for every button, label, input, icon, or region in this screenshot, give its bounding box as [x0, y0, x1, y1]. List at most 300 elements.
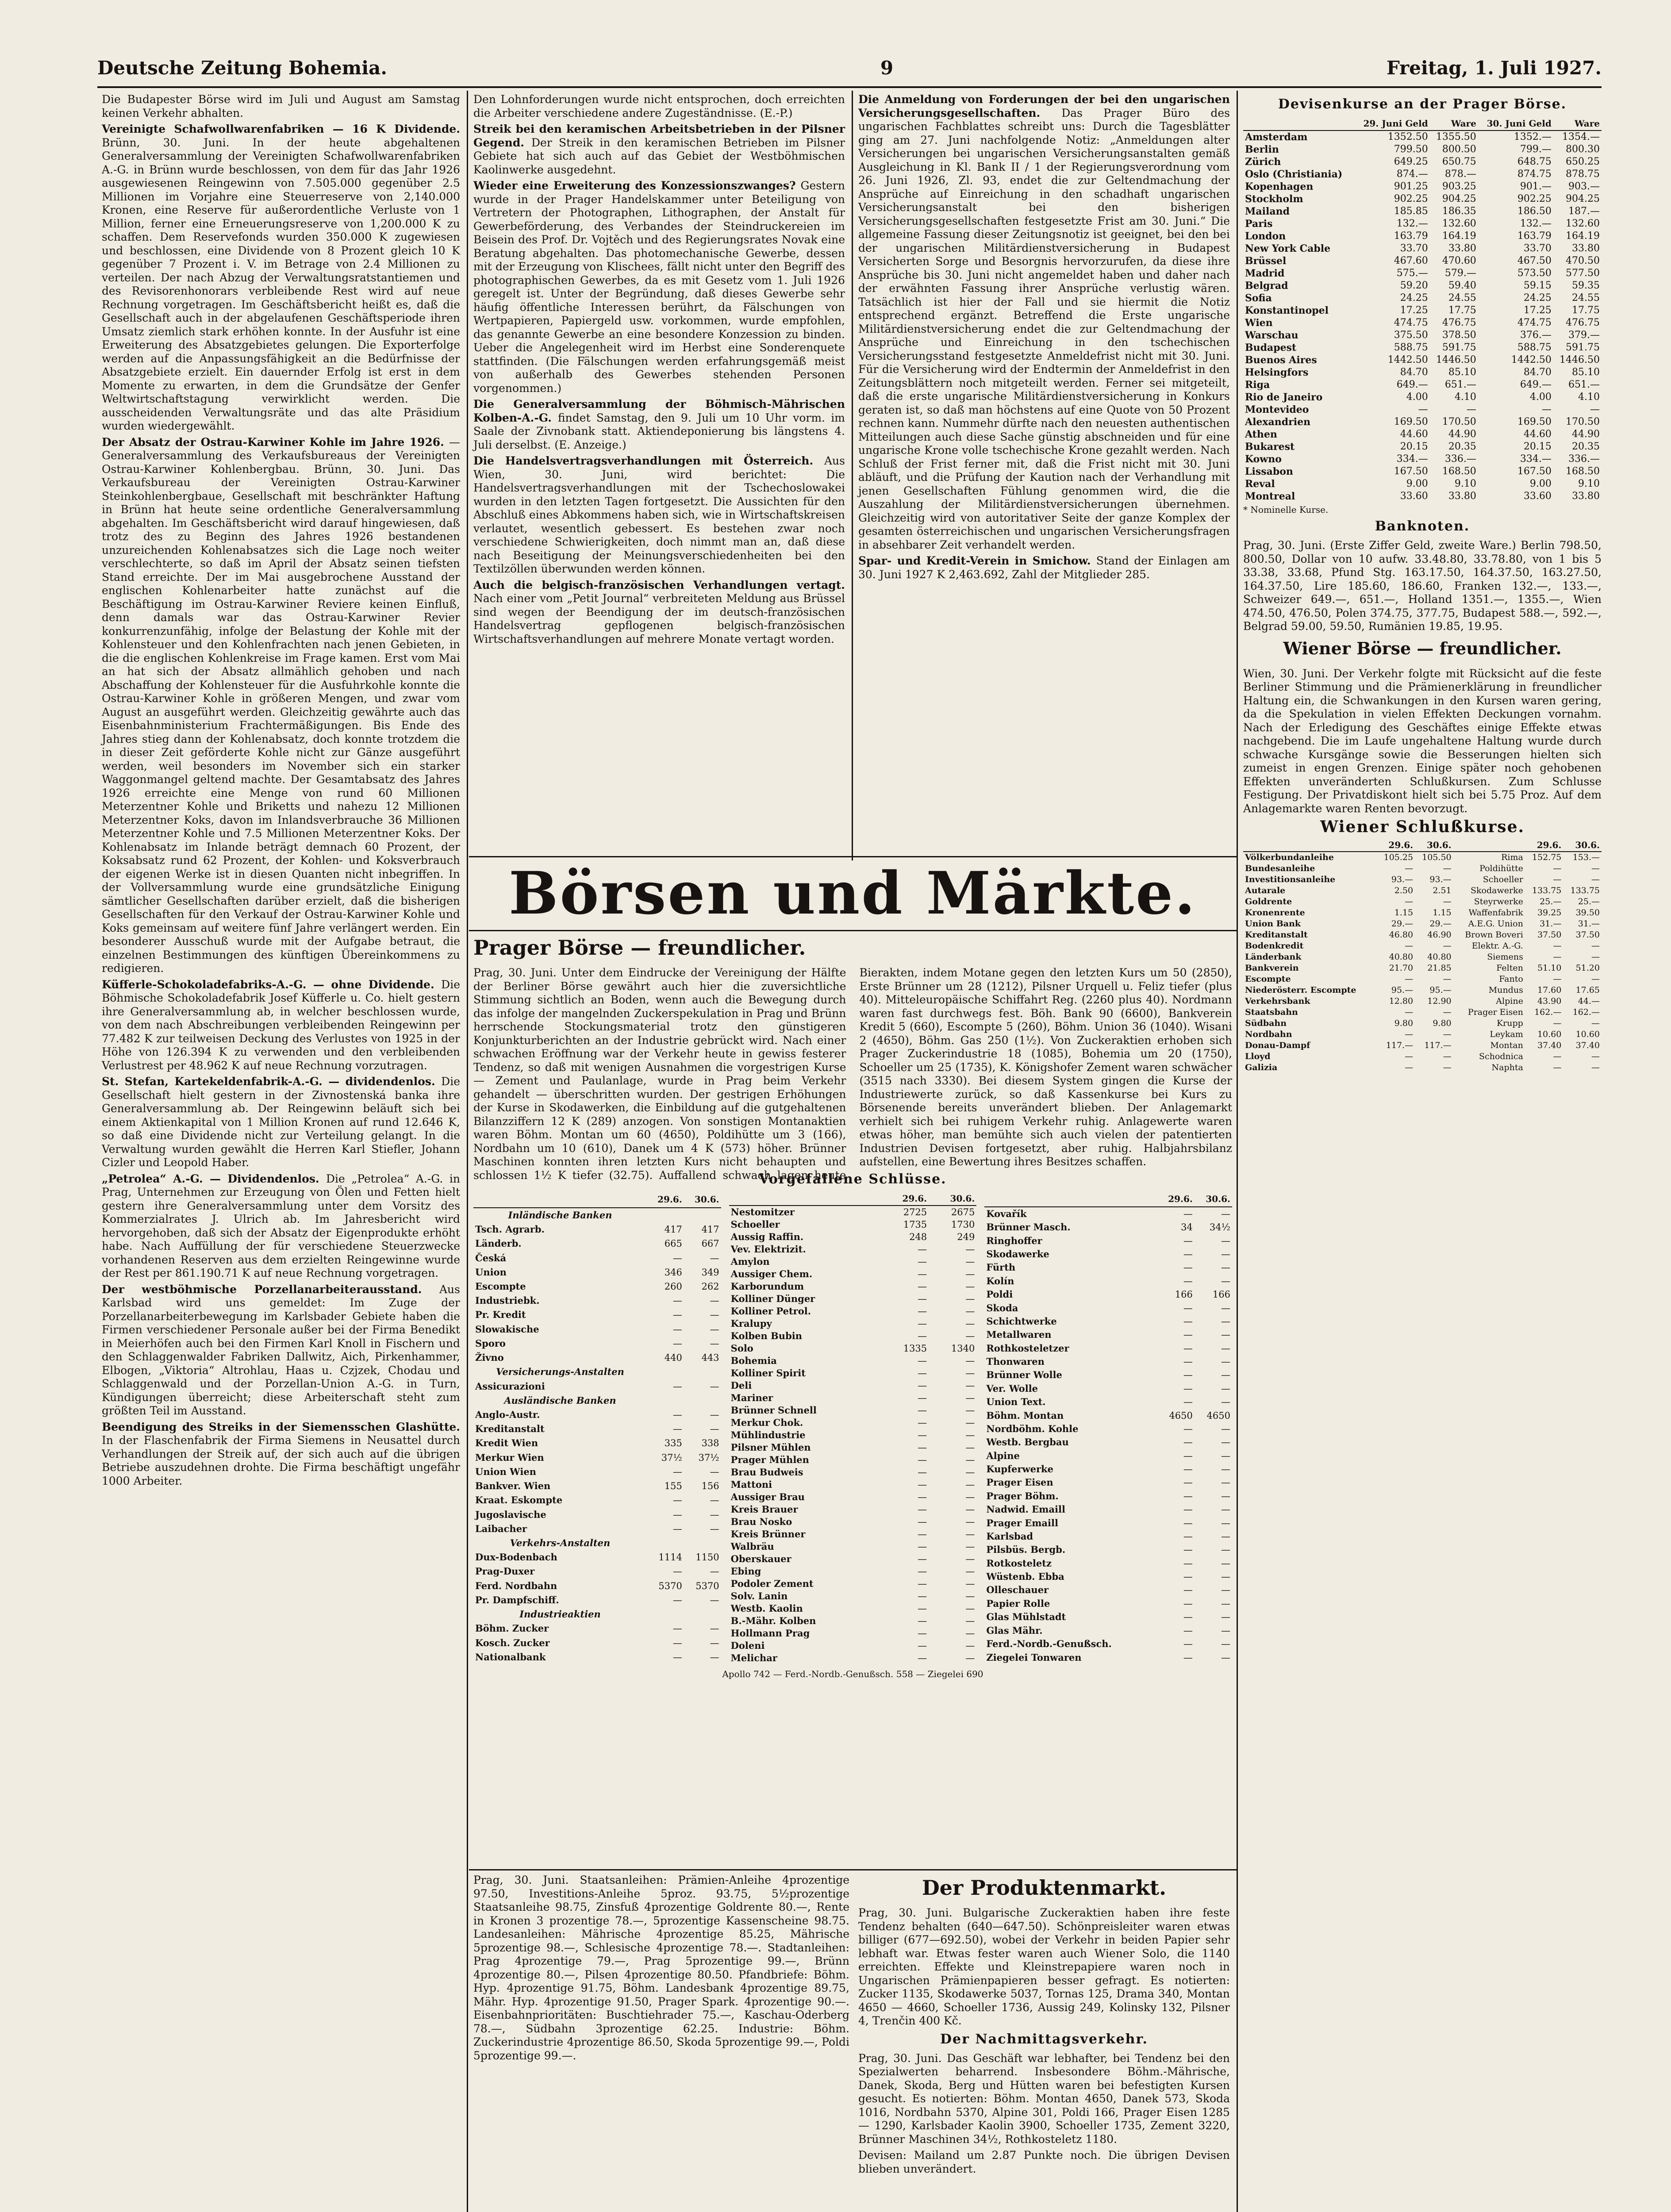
table-cell: 33.80 [1572, 243, 1600, 254]
table-cell: Südbahn [1245, 1018, 1287, 1028]
article-text: Die Budapester Börse wird im Juli und August am Samstag keinen Verkehr abhalten. [102, 93, 460, 119]
table-cell: Laibacher [475, 1523, 527, 1534]
table-cell: Prager Mühlen [730, 1454, 809, 1465]
article-paragraph [473, 93, 845, 120]
table-cell: Kralupy [730, 1318, 772, 1329]
table-cell: Donau-Dampf [1245, 1041, 1310, 1050]
transactions-row [473, 1593, 721, 1607]
table-cell: 37.50 [1575, 930, 1600, 940]
table-cell: 43.90 [1537, 996, 1562, 1006]
table-cell: Kosch. Zucker [475, 1637, 550, 1648]
table-cell: Industriebk. [475, 1295, 540, 1306]
table-cell: Solo [730, 1343, 753, 1354]
article-text: Aus Karlsbad wird uns gemeldet: Im Zuge der Porzellanarbeiterbewegung im Karlsbader Gebiete haben die Firmen verschiedener Personale außer bei der Firma Benedikt in Meierhöfen auch bei den Firmen Karl Knoll in Fischern und den Schlaggenwalder Fabriken Dallwitz, Aich, Pirkenhammer, Elbogen, „Viktoria“ Altrohlau, Haas u. Czjzek, Chodau und Schlaggenwald und der Porzellan-Union A.-G. in Turn, Kündigungen überreicht; diese Arbeiterschaft steht zum größten Teil im Ausstand. [102, 1283, 460, 1417]
table-cell [647, 1365, 684, 1379]
table-cell: Schoeller [730, 1219, 780, 1230]
column-header: 30.6. [1563, 839, 1602, 852]
column-1-articles [102, 93, 460, 1488]
column-header: 30.6. [929, 1192, 976, 1206]
vienna-row [1243, 885, 1602, 896]
vienna-row [1243, 907, 1602, 918]
table-cell: — [918, 1244, 927, 1255]
table-cell: 33.80 [1448, 491, 1476, 502]
table-cell: 34 [1181, 1222, 1193, 1233]
table-cell: Bankverein [1245, 963, 1299, 973]
table-cell: 1150 [695, 1552, 719, 1563]
table-cell: — [1553, 1018, 1562, 1028]
table-cell: 4.00 [1406, 392, 1428, 403]
table-cell: Anglo-Austr. [475, 1409, 540, 1420]
table-cell: 577.50 [1566, 268, 1600, 279]
table-cell: — [1183, 1262, 1193, 1273]
table-cell: Waffenfabrik [1468, 908, 1523, 918]
table-cell [647, 1208, 684, 1222]
column-header [1243, 839, 1377, 852]
table-cell: Solv. Lanin [730, 1590, 788, 1601]
article-text: Aus Wien, 30. Juni, wird berichtet: Die Handelsvertragsverhandlungen mit der Tschechoslowakei wurden in den letzten Tagen fortgesetzt. Die Aussichten für den Abschluß eines Abkommens haben sich, wie in Wirtschaftskreisen verlautet, wesentlich gebessert. Es bestehen zwar noch verschiedene Schwierigkeiten, doch nimmt man an, daß diese nach Beseitigung der Meinungsverschiedenheiten bei den Textilzöllen überwunden werden können. [473, 454, 845, 575]
table-cell: 44.60 [1523, 429, 1552, 440]
transactions-row [473, 1607, 721, 1621]
table-header-row [984, 1192, 1232, 1207]
table-cell: 903.— [1568, 181, 1600, 192]
table-cell: 133.75 [1532, 886, 1562, 895]
table-cell: — [1221, 1437, 1230, 1448]
table-cell: Niederösterr. Escompte [1245, 985, 1356, 995]
transactions-row [473, 1479, 721, 1493]
table-cell: — [965, 1492, 975, 1502]
table-cell: — [918, 1269, 927, 1279]
transactions-row [473, 1636, 721, 1650]
table-cell: — [1221, 1477, 1230, 1488]
transactions-row [984, 1583, 1232, 1597]
table-cell: 33.60 [1523, 491, 1552, 502]
table-cell: — [965, 1455, 975, 1465]
article-paragraph [473, 179, 845, 395]
section-rule [469, 930, 1237, 931]
article-text: Brünn, 30. Juni. In der heute abgehaltenen Generalversammlung der Vereinigten Schafwollwarenfabriken A.-G. in Brünn wurde beschlossen, von dem für das Jahr 1926 ausgewiesenen Reingewinn von 7.505.000 gegenüber 2.5 Millionen im Vorjahre eine Steuerreserve von 2,140.000 Kronen, eine Reserve für außerordentliche Verluste von 1 Million, ferner eine Erneuerungsreserve von 1,200.000 K zu schaffen. Dem Reservefonds wurden 350.000 K zugewiesen und beschlossen, eine Dividende von 8 Prozent gleich 10 K gegenüber 7 Prozent i. V. im Betrage von 2.4 Millionen zu verteilen. Der nach Abzug der Verwaltungsratstantiemen und des Revisorenhonorars verbleibende Rest wird auf neue Rechnung vorgetragen. Im Geschäftsbericht heißt es, daß die Gesellschaft auch in der abgelaufenen Geschäftsperiode ihren Umsatz ziemlich stark erhöhen konnte. In der Ausfuhr ist eine Erweiterung des Absatzgebietes gelungen. Die Exporterfolge werden auf die Anpassungsfähigkeit an die Bedürfnisse der Absatzgebiete erzielt. Ein dauernder Erfolg ist erst in dem Momente zu erwarten, in dem die Grundsätze der Genfer Weltwirtschaftstagung verwirklicht werden. Die ausscheidenden Verwaltungsräte und das alte Präsidium wurden wiedergewählt. [102, 136, 460, 432]
table-cell: Pr. Dampfschiff. [475, 1594, 559, 1605]
column-header: 29.6. [1525, 839, 1563, 852]
table-cell [647, 1394, 684, 1408]
table-cell: — [1183, 1450, 1193, 1461]
transactions-row [729, 1305, 977, 1317]
table-cell: — [1591, 952, 1600, 962]
fx-row [1243, 242, 1602, 255]
table-cell: — [1221, 1302, 1230, 1313]
table-cell: 650.25 [1566, 156, 1600, 167]
table-cell: — [1221, 1625, 1230, 1636]
table-cell: — [1183, 1370, 1193, 1381]
table-cell: Kreis Brauer [730, 1504, 798, 1515]
table-cell: Versicherungs-Anstalten [496, 1366, 624, 1378]
table-cell: Oslo (Christiania) [1245, 169, 1343, 180]
article-paragraph [858, 554, 1230, 581]
table-cell: — [1221, 1652, 1230, 1663]
table-cell: — [672, 1252, 682, 1263]
table-cell: 37½ [661, 1452, 682, 1463]
table-cell: Bukarest [1245, 441, 1295, 453]
article-heading: St. Stefan, Kartekeldenfabrik-A.-G. — dividendenlos. [102, 1075, 442, 1088]
table-cell: 649.— [1396, 379, 1428, 390]
table-cell: Poldi [986, 1289, 1013, 1300]
table-cell: Brau Budweis [730, 1467, 803, 1478]
transactions-row [729, 1404, 977, 1417]
table-cell: — [918, 1541, 927, 1552]
transactions-row [729, 1590, 977, 1602]
fx-footnote: * Nominelle Kurse. [1243, 504, 1329, 515]
table-cell: — [1221, 1249, 1230, 1260]
table-cell: — [1591, 1018, 1600, 1028]
table-cell: Kolliner Petrol. [730, 1306, 811, 1317]
column-header: 30.6. [1195, 1192, 1232, 1207]
table-cell: Karlsbad [986, 1530, 1033, 1542]
transactions-row [729, 1528, 977, 1540]
table-cell: 579.— [1444, 268, 1476, 279]
table-cell: Fanto [1499, 974, 1523, 984]
table-cell: — [1221, 1262, 1230, 1273]
table-cell: — [1183, 1490, 1193, 1502]
fx-row [1243, 329, 1602, 342]
table-cell: 17.25 [1523, 305, 1552, 316]
transactions-row [473, 1294, 721, 1308]
table-cell: — [1591, 864, 1600, 873]
table-cell: Ziegelei Tonwaren [986, 1651, 1082, 1663]
column-header: 29.6. [881, 1192, 929, 1206]
table-cell: Riga [1245, 379, 1270, 391]
table-cell: — [965, 1281, 975, 1292]
table-cell: Lloyd [1245, 1052, 1271, 1061]
table-cell: 33.80 [1572, 491, 1600, 502]
transactions-table [473, 1168, 1232, 1867]
article-paragraph [102, 1075, 460, 1170]
table-cell: Schodnica [1479, 1052, 1523, 1061]
article-heading: Der Absatz der Ostrau-Karwiner Kohle im Jahre 1926. [102, 435, 449, 449]
table-cell: — [672, 1310, 682, 1321]
table-cell: — [965, 1504, 975, 1515]
table-cell: — [1221, 1464, 1230, 1475]
table-cell: — [1183, 1275, 1193, 1286]
table-cell: 10.60 [1575, 1029, 1600, 1039]
table-cell: 152.75 [1532, 853, 1562, 862]
table-cell: — [965, 1244, 975, 1255]
fx-row [1243, 366, 1602, 379]
table-cell: — [710, 1424, 719, 1435]
table-cell: — [1221, 1235, 1230, 1246]
article-paragraph [102, 1172, 460, 1280]
table-cell: — [918, 1380, 927, 1391]
table-cell: — [965, 1566, 975, 1577]
table-cell: 93.— [1391, 875, 1414, 884]
article-text: Die Gesellschaft hielt gestern in der Zivnostenská banka ihre Generalversammlung ab. Der Reingewinn beläuft sich bei einem Aktienkapital von 1 Million Kronen auf rund 12.646 K, so daß eine Dividende nicht zur Verteilung gelangt. In die Verwaltung wurden gewählt die Herren Karl Stiefler, Johann Cizler und Leopold Haber. [102, 1075, 460, 1169]
table-cell: Olleschauer [986, 1584, 1049, 1596]
transactions-row [729, 1454, 977, 1466]
table-cell: Länderb. [475, 1238, 522, 1249]
transactions-row [984, 1610, 1232, 1624]
table-cell: — [1221, 1208, 1230, 1219]
table-header-row [729, 1192, 977, 1206]
table-cell: Ferd. Nordbahn [475, 1580, 557, 1591]
table-cell: 186.35 [1442, 206, 1476, 217]
table-cell: — [1443, 974, 1452, 984]
table-cell: 346 [664, 1267, 682, 1278]
produce-report [858, 1874, 1230, 2212]
table-cell: 901.— [1520, 181, 1552, 192]
table-cell: — [1221, 1531, 1230, 1542]
vienna-row [1243, 963, 1602, 974]
fx-row [1243, 490, 1602, 503]
table-cell: 4.10 [1454, 392, 1476, 403]
fx-row [1243, 292, 1602, 304]
table-cell: 591.75 [1442, 342, 1476, 353]
fx-row [1243, 416, 1602, 428]
table-cell: Bohemia [730, 1355, 777, 1366]
table-cell: Staatsbahn [1245, 1007, 1298, 1017]
table-cell: 46.80 [1389, 930, 1414, 940]
table-cell: — [918, 1306, 927, 1317]
table-cell: Montreal [1245, 491, 1295, 502]
table-cell: 476.75 [1566, 317, 1600, 328]
transactions-row [729, 1540, 977, 1553]
fx-rates-table [1243, 117, 1602, 503]
table-cell: Montan [1490, 1041, 1523, 1050]
table-cell: 417 [664, 1224, 682, 1235]
table-cell: — [710, 1381, 719, 1392]
table-cell: — [1443, 1029, 1452, 1039]
table-cell: — [1591, 941, 1600, 951]
table-cell: 904.25 [1566, 193, 1600, 204]
article-paragraph [102, 1421, 460, 1488]
table-cell: Felten [1496, 963, 1523, 973]
table-cell: 117.— [1386, 1041, 1414, 1050]
table-cell: 17.75 [1572, 305, 1600, 316]
table-cell: 34½ [1209, 1222, 1230, 1233]
table-cell: — [1405, 1063, 1414, 1072]
table-cell: Ausländische Banken [504, 1394, 616, 1406]
transactions-row [984, 1637, 1232, 1651]
table-cell: — [1183, 1383, 1193, 1394]
table-cell: — [710, 1295, 719, 1306]
table-cell: Alexandrien [1245, 416, 1311, 428]
table-cell: — [918, 1628, 927, 1639]
table-cell: — [672, 1424, 682, 1435]
table-cell: Madrid [1245, 268, 1285, 279]
table-cell: Autarale [1245, 886, 1286, 895]
table-cell: Böhm. Montan [986, 1409, 1064, 1421]
table-cell: 878.— [1444, 169, 1476, 180]
transactions-row [473, 1379, 721, 1393]
table-cell: Nordböhm. Kohle [986, 1423, 1079, 1434]
table-cell: 153.— [1572, 853, 1600, 862]
vienna-row [1243, 874, 1602, 885]
table-cell: 37½ [698, 1452, 719, 1463]
table-cell: 338 [701, 1438, 719, 1449]
table-cell: 902.25 [1517, 193, 1552, 204]
table-cell: Ringhoffer [986, 1235, 1042, 1246]
article-text: In der Flaschenfabrik der Firma Siemens in Neusattel durch Verhandlungen der Streik auf, der sich auch auf die übrigen Betriebe auszudehnen drohte. Die Firma beschäftigt ungefähr 1000 Arbeiter. [102, 1434, 460, 1487]
table-cell: 467.50 [1517, 255, 1552, 266]
table-cell: — [965, 1356, 975, 1366]
table-cell: 440 [664, 1352, 682, 1363]
table-cell: Doleni [730, 1640, 765, 1651]
table-cell: Melichar [730, 1652, 777, 1663]
table-cell: Metallwaren [986, 1329, 1052, 1340]
column-header: 30.6. [1415, 839, 1453, 852]
table-cell: — [1405, 1052, 1414, 1061]
vienna-row [1243, 918, 1602, 929]
table-cell: — [672, 1523, 682, 1534]
vienna-row [1243, 1029, 1602, 1040]
table-cell: — [1221, 1275, 1230, 1286]
table-cell: — [1553, 974, 1562, 984]
table-cell: Amsterdam [1245, 131, 1308, 143]
table-cell: Prager Böhm. [986, 1490, 1059, 1502]
transactions-row [984, 1490, 1232, 1503]
table-cell: 1446.50 [1560, 354, 1600, 365]
table-cell [647, 1607, 684, 1621]
table-cell: — [1466, 404, 1476, 415]
table-cell: Kreis Brünner [730, 1528, 806, 1540]
transactions-row [729, 1330, 977, 1342]
table-cell: 33.80 [1448, 243, 1476, 254]
transactions-row [473, 1422, 721, 1436]
prague-exchange-text: Prag, 30. Juni. Unter dem Eindrucke der Vereinigung der Hälfte der Berliner Börse gewährt auch hier die zuversichtliche Stimmung sichtlich an Boden, wenn auch die Bewegung durch das infolge der mangelnden Zuckerspekulation in Prag und Brünn herrschende Stockungsmaterial trotz den günstigeren Konjunkturberichten an der Industrie gebrückt wird. Nach einer schwachen Eröffnung war der Verkehr heute in gewiss festerer Tendenz, so daß mit wenigen Ausnahmen die vorgestrigen Kurse — Zement und Paulanlage, wurde in Prag beim Verkehr gehandelt — überschritten wurden. Der gestrigen Erhöhungen der Kurse in Skodawerken, die Einbildung auf die gutgehaltenen Bilanzziffern 12 K (289) anzogen. Von sonstigen Montanaktien waren Böhm. Montan um 60 (4650), Poldihütte um 3 (166), Nordbahn um 10 (610), Danek um 4 K (573) höher. Brünner Maschinen konnten ihren letzten Kurs nicht behaupten und schlossen 1½ K tiefer (32.75). Auffallend schwach lagen heute Bierakten, indem Motane gegen den letzten Kurs um 50 (2850), Erste Brünner um 28 (1212), Pilsner Urquell u. Feliz tiefer (plus 40). Mitteleuropäische Schiffahrt Reg. (2260 plus 40). Nordmann waren fast durchwegs fest. Böh. Bank 90 (6600), Bankverein Kredit 5 (660), Escompte 5 (260), Böhm. Union 36 (1040). Wisani 2 (4650), Böhm. Gas 250 (1½). Von Zuckeraktien erhoben sich Prager Zuckerindustrie 18 (1085), Bohemia um 20 (1750), Schoeller um 25 (1735), K. Königshofer Zement waren schwächer (3515 nach 3330). Bei diesem System gingen die Kurse der Industriewerte zurück, so daß Kassenkurse bei Kurs zu Börsenende bereits unverändert blieben. Der Anlagemarkt verhielt sich bei ruhigem Verkehr ruhig. Anlagewerte waren etwas höher, man bemühte sich auch vielen der patentierten Industrien Devisen fortgesetzt, aber ruhig. Halbjahrsbilanz aufstellen, eine Bewertung ihres Besitzes schaffen. [473, 966, 1232, 1182]
table-cell: — [672, 1381, 682, 1392]
fx-row [1243, 354, 1602, 366]
table-cell: 903.25 [1442, 181, 1476, 192]
table-cell: — [710, 1409, 719, 1420]
transactions-row [984, 1597, 1232, 1610]
afternoon-text: Prag, 30. Juni. Das Geschäft war lebhafter, bei Tendenz bei den Spezialwerten beharrend. Insbesondere Böhm.-Mährische, Danek, Skoda, Berg und Hütten waren bei befestigten Kursen gesucht. Es notierten: Böhm. Montan 4650, Danek 573, Skoda 1016, Nordbahn 5370, Alpine 301, Poldi 166, Prager Eisen 1285 — 1290, Karlsbader Kaolin 3900, Schoeller 1735, Zement 3220, Brünner Maschinen 34½, Rothkosteletz 1180. [858, 2051, 1230, 2146]
table-cell: Berlin [1245, 144, 1279, 155]
vienna-row [1243, 1051, 1602, 1062]
table-cell: 17.25 [1400, 305, 1428, 316]
table-cell: Union Bank [1245, 919, 1301, 929]
table-cell: 1352.— [1514, 131, 1552, 142]
table-cell: Kronenrente [1245, 908, 1305, 918]
transactions-row [984, 1382, 1232, 1395]
table-cell: 169.50 [1517, 416, 1552, 427]
table-cell: 470.50 [1566, 255, 1600, 266]
transactions-row [473, 1579, 721, 1593]
table-cell: Pilsbüs. Bergb. [986, 1544, 1066, 1555]
table-cell: Nordbahn [1245, 1029, 1292, 1039]
table-cell: — [672, 1466, 682, 1477]
table-cell: Mariner [730, 1392, 773, 1403]
article-text: findet Samstag, den 9. Juli um 10 Uhr vorm. im Saale der Zivnobank statt. Aktiendeponierung bis längstens 4. Juli derselbst. (E. Anzeige.) [473, 411, 845, 451]
transactions-row [984, 1301, 1232, 1314]
table-header-row [1243, 117, 1602, 131]
article-heading: Die Generalversammlung der Böhmisch-Mährischen Kolben-A.-G. [473, 398, 845, 424]
page-header [97, 52, 1602, 83]
table-cell: 31.— [1540, 919, 1562, 929]
transactions-row [984, 1570, 1232, 1583]
table-cell: Skodawerke [1471, 886, 1523, 895]
table-cell: — [918, 1492, 927, 1502]
transactions-row [473, 1394, 721, 1408]
table-cell: 378.50 [1442, 330, 1476, 341]
transactions-row [984, 1288, 1232, 1301]
fx-row [1243, 143, 1602, 156]
table-cell: — [672, 1509, 682, 1520]
table-cell: Podoler Zement [730, 1578, 814, 1589]
fx-row [1243, 379, 1602, 391]
table-cell: — [710, 1637, 719, 1648]
transactions-row [729, 1379, 977, 1392]
table-cell: 170.50 [1442, 416, 1476, 427]
table-cell: — [1221, 1490, 1230, 1502]
table-cell: — [672, 1566, 682, 1577]
table-cell: 156 [701, 1481, 719, 1492]
article-text: Der Streik in den keramischen Betrieben im Pilsner Gebiete hat sich auch auf das Gebiet der Westböhmischen Kaolinwerke ausgedehnt. [473, 136, 845, 176]
table-cell: Krupp [1496, 1018, 1523, 1028]
table-cell: — [965, 1591, 975, 1601]
table-cell: — [918, 1578, 927, 1589]
transactions-row [473, 1308, 721, 1322]
table-cell: 260 [664, 1281, 682, 1292]
table-cell: Völkerbundanleihe [1245, 853, 1334, 862]
table-cell: Buenos Aires [1245, 354, 1317, 366]
table-cell: — [965, 1616, 975, 1626]
table-cell: — [1183, 1571, 1193, 1582]
table-cell: Karborundum [730, 1281, 804, 1292]
table-cell: 85.10 [1448, 367, 1476, 378]
table-cell: — [672, 1651, 682, 1663]
transactions-row [984, 1328, 1232, 1341]
table-cell: 20.35 [1572, 441, 1600, 452]
table-cell [647, 1536, 684, 1550]
transactions-row [473, 1265, 721, 1279]
table-cell: — [965, 1628, 975, 1639]
table-cell: 648.75 [1517, 156, 1552, 167]
column-2-articles [473, 93, 845, 646]
table-cell: Sofia [1245, 292, 1272, 304]
transactions-row [984, 1543, 1232, 1556]
table-cell: — [918, 1318, 927, 1329]
vienna-closing-table [1243, 839, 1602, 1073]
table-cell: — [965, 1467, 975, 1478]
vienna-row [1243, 996, 1602, 1007]
table-cell: — [918, 1653, 927, 1663]
table-cell [684, 1607, 721, 1621]
table-cell: Kowno [1245, 453, 1282, 465]
transactions-row [473, 1408, 721, 1422]
table-cell: 85.10 [1572, 367, 1600, 378]
table-cell: Nestomitzer [730, 1206, 795, 1217]
table-cell: — [672, 1295, 682, 1306]
table-cell: Deli [730, 1380, 752, 1391]
table-cell: 51.10 [1537, 963, 1562, 973]
article-text: Stand der Einlagen am 30. Juni 1927 K 2,463.692, Zahl der Mitglieder 285. [858, 554, 1230, 581]
table-cell: — [710, 1495, 719, 1506]
table-cell: — [918, 1616, 927, 1626]
table-cell: — [1221, 1370, 1230, 1381]
table-cell: — [1221, 1329, 1230, 1340]
table-cell: — [1591, 1052, 1600, 1061]
table-cell: Mattoni [730, 1479, 772, 1490]
table-cell: — [965, 1380, 975, 1391]
table-cell: Helsingfors [1245, 367, 1309, 378]
table-cell: Hollmann Prag [730, 1628, 810, 1639]
table-cell: — [1443, 1007, 1452, 1017]
column-header: 29.6. [647, 1192, 684, 1208]
table-cell: — [918, 1294, 927, 1304]
table-cell: Brünner Masch. [986, 1221, 1071, 1233]
table-cell: 10.60 [1537, 1029, 1562, 1039]
transactions-row [984, 1355, 1232, 1368]
table-cell: — [1183, 1652, 1193, 1663]
table-cell: 17.60 [1537, 985, 1562, 995]
table-cell: 37.40 [1537, 1041, 1562, 1050]
